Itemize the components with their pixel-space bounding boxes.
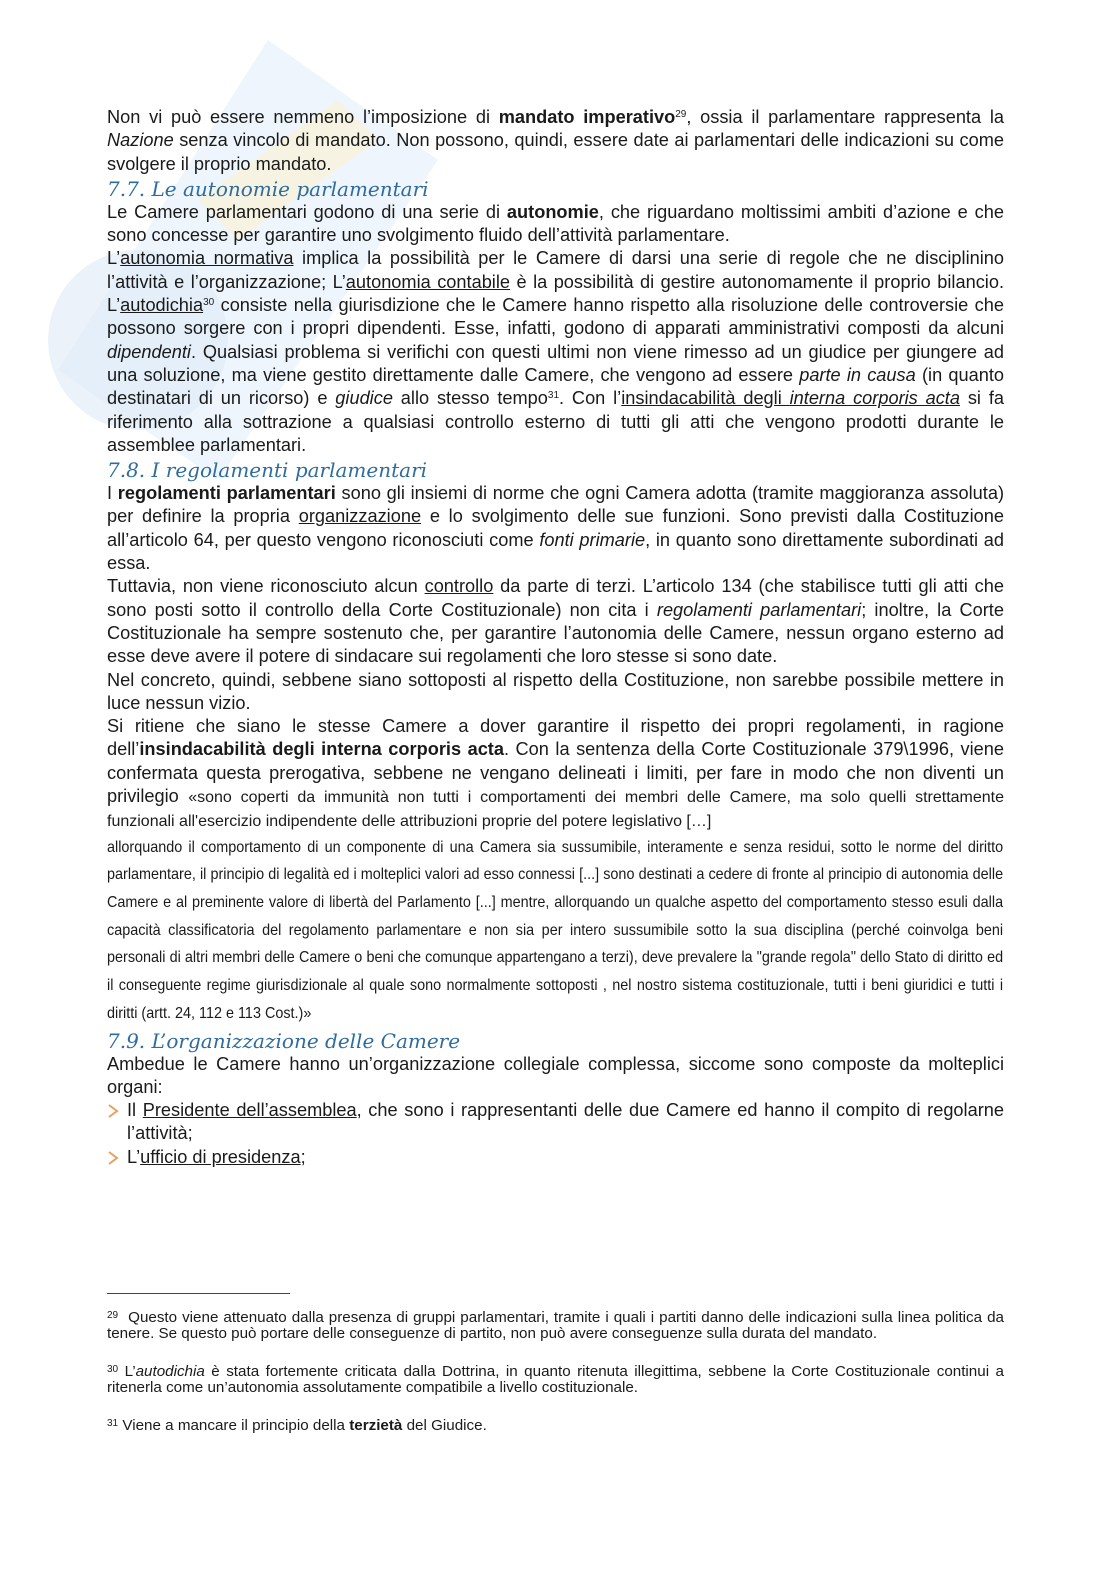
term-organizzazione: organizzazione [298, 506, 422, 527]
term-autonomie: autonomie [506, 201, 599, 222]
text: , che riguardano moltissimi ambiti d’azione e che sono concesse per garantire uno svolgimento fluido dell’attività parlamentare. [107, 201, 1004, 246]
term-interna-corporis-acta: interna corporis acta [789, 388, 960, 409]
paragraph-regolamenti [107, 482, 1004, 575]
footnotes [107, 1310, 1004, 1456]
text: , che sono i rappresentanti delle due Camere ed hanno il compito di regolarne l’attività; [127, 1100, 1004, 1144]
footnote-ref-30[interactable]: 30 [203, 297, 215, 309]
paragraph-autonomia-tipi [107, 247, 1004, 457]
paragraph-mandato [107, 106, 1004, 176]
text: senza vincolo di mandato. Non possono, quindi, essere date ai parlamentari delle indicazioni su come svolgere il proprio mandato. [107, 130, 1004, 174]
footnote-31 [107, 1418, 1004, 1434]
text: , ossia il parlamentare rappresenta la [686, 107, 1004, 127]
footnote-number: 29 [107, 1310, 119, 1321]
term-insindacabilita: insindacabilità degli [621, 388, 790, 409]
term-giudice: giudice [335, 388, 393, 409]
footnote-29 [107, 1310, 1004, 1342]
text: . Con la sentenza della Corte Costituzionale 379\1996, viene confermata questa prerogativa, sebbene ne vengano delineati i limiti, per fare in modo che non diventi un privilegio [107, 739, 1004, 807]
text: è stata fortemente criticata dalla Dottrina, in quanto ritenuta illegittima, sebbene la Corte Costituzionale continui a ritenerla come un’autonomia assolutamente compatibile a livello costituzionale. [107, 1363, 1004, 1396]
term-regolamenti-parlamentari-italic: regolamenti parlamentari [656, 599, 862, 620]
text: ; [300, 1146, 306, 1167]
term-regolamenti-parlamentari: regolamenti parlamentari [117, 483, 336, 504]
quote-sentenza-part1: «sono coperti da immunità non tutti i comportamenti dei membri delle Camere, ma solo quelli strettamente funzionali all'esercizio indipendente delle attribuzioni proprie del potere legislativo […] [107, 789, 1005, 831]
text: sono gli insiemi di norme che ogni Camera adotta (tramite maggioranza assoluta) per definire la propria [107, 483, 1005, 527]
term-dipendenti: dipendenti [107, 341, 191, 362]
term-insindacabilita-bold: insindacabilità degli interna corporis acta [139, 739, 504, 760]
footnote-number: 31 [107, 1418, 119, 1429]
page-content [107, 106, 1004, 1169]
text: L’ [127, 1146, 141, 1167]
term-nazione: Nazione [107, 130, 174, 151]
term-presidente-assemblea: Presidente dell’assemblea [142, 1100, 357, 1121]
list-item [107, 1146, 1004, 1169]
term-parte-in-causa: parte in causa [799, 364, 916, 385]
paragraph-autonomie [107, 201, 1004, 248]
text: I [107, 483, 118, 504]
paragraph-controllo [107, 575, 1004, 668]
paragraph-sentenza [107, 715, 1004, 833]
text: allo stesso tempo [392, 388, 548, 409]
text: ; inoltre, la Corte Costituzionale ha sempre sostenuto che, per garantire l’autonomia delle Camere, nessun organo esterno ad esse deve avere il potere di sindacare sui regolamenti che loro stesse si sono date. [107, 599, 1004, 667]
text: Le Camere parlamentari godono di una serie di [107, 201, 507, 222]
footnote-separator [107, 1293, 290, 1294]
text: Non vi può essere nemmeno l’imposizione di [107, 107, 499, 127]
section-heading-7-9: 7.9. L’organizzazione delle Camere [107, 1028, 461, 1053]
text: . Qualsiasi problema si verifichi con questi ultimi non viene rimesso ad un giudice per giungere ad una soluzione, ma viene gestito direttamente dalle Camere, che vengono ad essere [107, 341, 1004, 385]
paragraph-concreto: Nel concreto, quindi, sebbene siano sottoposti al rispetto della Costituzione, non sarebbe possibile mettere in luce nessun vizio. [107, 669, 1004, 713]
text: Questo viene attenuato dalla presenza di gruppi parlamentari, tramite i quali i partiti danno delle indicazioni sulla linea politica da tenere. Se questo può portare delle conseguenze di partito, non può avere conseguenze sulla durata del mandato. [107, 1309, 1004, 1342]
text: da parte di terzi. L’articolo 134 (che stabilisce tutti gli atti che sono posti sotto il controllo della Corte Costituzionale) non cita i [107, 576, 1004, 620]
text: L’ [124, 1363, 136, 1380]
text: (in quanto destinatari di un ricorso) e [107, 364, 1005, 409]
footnote-30 [107, 1364, 1004, 1396]
text: si fa riferimento alla sottrazione a qualsiasi controllo esterno di tutti gli atti che vengono prodotti durante le assemblee parlamentari. [107, 388, 1004, 455]
arrow-bullet-icon [107, 1104, 119, 1118]
footnote-number: 30 [107, 1364, 119, 1375]
footnote-ref-31[interactable]: 31 [547, 390, 560, 402]
term-terzieta: terzietà [349, 1417, 403, 1434]
term-autodichia-italic: autodichia [135, 1363, 205, 1380]
term-autodichia: autodichia [120, 295, 204, 316]
text: Si ritiene che siano le stesse Camere a dover garantire il rispetto dei propri regolamenti, in ragione dell’ [107, 716, 1004, 760]
footnote-ref-29[interactable]: 29 [675, 109, 687, 120]
text: e lo svolgimento delle sue funzioni. Sono previsti dalla Costituzione all’articolo 64, per questo vengono riconosciuti come [107, 506, 1004, 550]
text: consiste nella giurisdizione che le Camere hanno rispetto alla risoluzione delle controversie che possono sorgere con i propri dipendenti. Esse, infatti, godono di apparati amministrativi composti da alcuni [107, 295, 1004, 339]
text: . Con l’ [559, 388, 622, 409]
list-item [107, 1099, 1004, 1146]
term-controllo: controllo [424, 576, 494, 597]
text: Viene a mancare il principio della [122, 1417, 350, 1434]
quote-sentenza-part2: allorquando il comportamento di un componente di una Camera sia sussumibile, interamente e senza residui, sotto le norme del diritto parlamentare, il principio di legalità ed i molteplici valori ad esso connessi [...] sono destinati a cedere di fronte al principio di autonomia delle Camere e al preminente valore di libertà del Parlamento [...] mentre, allorquando un qualche aspetto del comportamento stesso esuli dalla capacità classificatoria del regolamento parlamentare e non sia per intero sussumibile sotto la sua disciplina (perché coinvolga beni personali di altri membri delle Camere o beni che comunque appartengano a terzi), deve prevalere la "grande regola" dello Stato di diritto ed il conseguente regime giurisdizionale al quale sono normalmente sottoposti , nel nostro sistema costituzionale, tutti i beni giuridici e tutti i diritti (artt. 24, 112 e 113 Cost.)» [107, 838, 1004, 1022]
text: Il [127, 1100, 143, 1121]
term-fonti-primarie: fonti primarie [539, 529, 646, 550]
term-mandato-imperativo: mandato imperativo [498, 107, 676, 127]
text: implica la possibilità per le Camere di darsi una serie di regole che ne disciplinino l’attività e l’organizzazione; L’ [107, 248, 1004, 292]
term-ufficio-presidenza: ufficio di presidenza [140, 1146, 301, 1167]
text: L’ [107, 248, 121, 269]
paragraph-organizzazione: Ambedue le Camere hanno un’organizzazione collegiale complessa, siccome sono composte da molteplici organi: [107, 1053, 1004, 1097]
text: , in quanto sono direttamente subordinati ad essa. [107, 529, 1004, 574]
text: del Giudice. [402, 1417, 487, 1434]
text: è la possibilità di gestire autonomamente il proprio bilancio. L’ [107, 271, 1004, 316]
term-autonomia-normativa: autonomia normativa [120, 248, 294, 269]
term-autonomia-contabile: autonomia contabile [345, 271, 511, 292]
text: Tuttavia, non viene riconosciuto alcun [107, 576, 425, 597]
organi-list [107, 1099, 1004, 1169]
arrow-bullet-icon [107, 1151, 119, 1165]
section-heading-7-7: 7.7. Le autonomie parlamentari [107, 176, 429, 201]
section-heading-7-8: 7.8. I regolamenti parlamentari [107, 458, 428, 483]
